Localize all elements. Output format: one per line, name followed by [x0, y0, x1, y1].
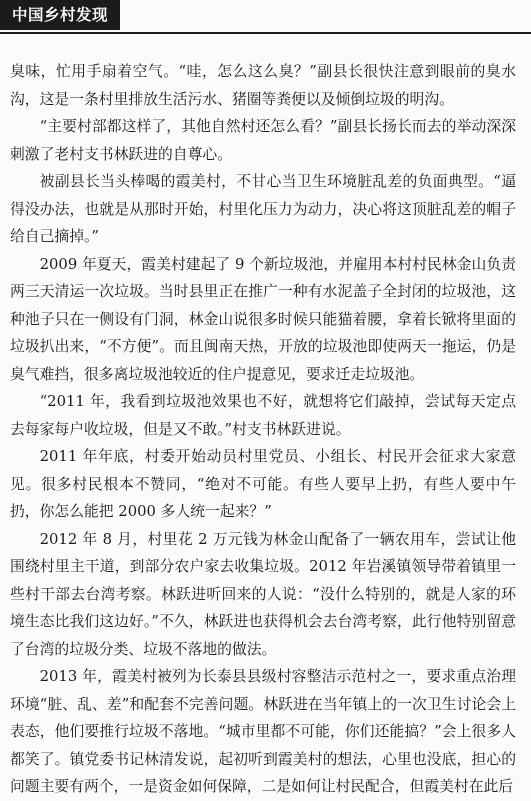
paragraph-2: “主要村部都这样了，其他自然村还怎么看？”副县长扬长而去的举动深深刺激了老村支书林跃进的自尊心。 — [10, 118, 516, 163]
paragraph-5: “2011 年，我看到垃圾池效果也不好，就想将它们敲掉，尝试每天定点去每家每户收垃圾，但是又不敢。”村支书林跃进说。 — [10, 393, 516, 438]
article-body — [10, 58, 516, 801]
section-title: 中国乡村发现 — [0, 0, 120, 30]
paragraph-4: 2009 年夏天，霞美村建起了 9 个新垃圾池，并雇用本村村民林金山负责两三天清运一次垃圾。当时县里正在推广一种有水泥盖子全封闭的垃圾池，这种池子只在一侧设有门洞，林金山说很多时候只能猫着腰，拿着长锨将里面的垃圾扒出来，“不方便”。而且闽南天热，开放的垃圾池即使两天一拖运，仍是臭气难挡，很多离垃圾池较近的住户提意见，要求迁走垃圾池。 — [10, 255, 516, 383]
header-rule — [0, 32, 531, 34]
page-header — [0, 0, 531, 36]
paragraph-3: 被副县长当头棒喝的霞美村，不甘心当卫生环境脏乱差的负面典型。“逼得没办法，也就是从那时开始，村里化压力为动力，决心将这顶脏乱差的帽子给自己摘掉。” — [10, 173, 516, 245]
paragraph-7: 2012 年 8 月，村里花 2 万元钱为林金山配备了一辆农用车，尝试让他围绕村里主干道，到部分农户家去收集垃圾。2012 年岩溪镇领导带着镇里一些村干部去台湾考察。林跃进听回来的人说：“没什么特别的，就是人家的环境生态比我们这边好。”不久，林跃进也获得机会去台湾考察，此行他特别留意了台湾的垃圾分类、垃圾不落地的做法。 — [10, 530, 516, 658]
paragraph-6: 2011 年年底，村委开始动员村里党员、小组长、村民开会征求大家意见。很多村民根本不赞同，“绝对不可能。有些人要早上扔，有些人要中午扔，你怎么能把 2000 多人统一起来？” — [10, 448, 516, 520]
paragraph-1: 臭味，忙用手扇着空气。“哇，怎么这么臭？”副县长很快注意到眼前的臭水沟，这是一条村里排放生活污水、猪圈等粪便以及倾倒垃圾的明沟。 — [10, 63, 516, 108]
paragraph-8: 2013 年，霞美村被列为长泰县县级村容整洁示范村之一，要求重点治理环境“脏、乱、差”和配套不完善问题。林跃进在当年镇上的一次卫生讨论会上表态，他们要推行垃圾不落地。“城市里都不可能，你们还能搞？”会上很多人都笑了。镇党委书记林清发说，起初听到霞美村的想法，心里也没底，担心的问题主要有两个，一是资金如何保障，二是如何让村民配合，但霞美村在此后 — [10, 668, 516, 795]
